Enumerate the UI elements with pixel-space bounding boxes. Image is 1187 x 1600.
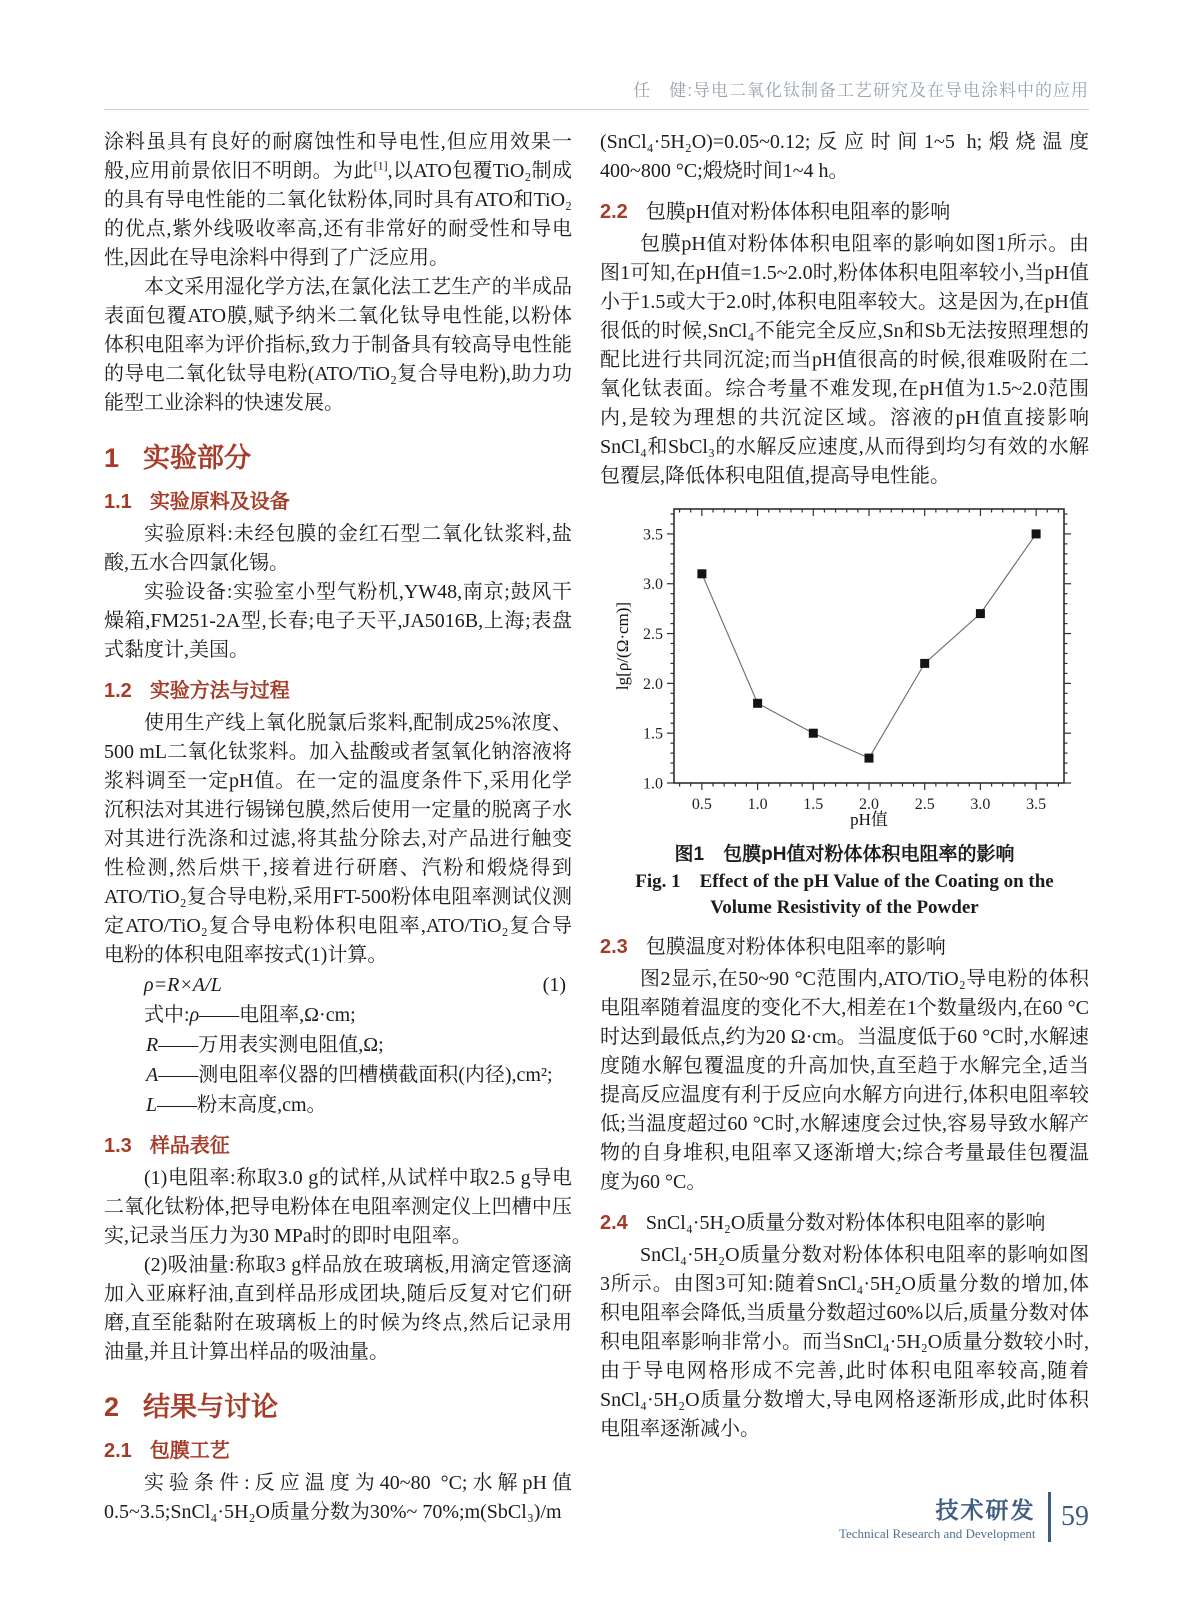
- paragraph-ph-effect: 包膜pH值对粉体体积电阻率的影响如图1所示。由图1可知,在pH值=1.5~2.0时,粉体体积电阻率较小,当pH值小于1.5或大于2.0时,体积电阻率较大。这是因为,在pH值很低的时候,SnCl₄不能完全反应,Sn和Sb无法按照理想的配比进行共同沉淀;而当pH值很高的时候,很难吸附在二氧化钛表面。综合考量不难发现,在pH值为1.5~2.0范围内,是较为理想的共沉淀区域。溶液的pH值直接影响SnCl₄和SbCl₃的水解反应速度,从而得到均匀有效的水解包覆层,降低体积电阻值,提高导电性能。: [600, 233, 1089, 487]
- section-heading-experiment: [104, 436, 572, 475]
- section-number: 1: [104, 443, 120, 473]
- svg-text:3.5: 3.5: [1025, 796, 1046, 813]
- equation-where-A: [144, 1060, 572, 1090]
- equation-1: [144, 970, 572, 1000]
- figure1-caption-en: Fig. 1 Effect of the pH Value of the Coating on the Volume Resistivity of the Powder: [635, 871, 1054, 918]
- paragraph-oil-absorption: (2)吸油量:称取3 g样品放在玻璃板,用滴定管逐滴加入亚麻籽油,直到样品形成团块,随后反复对它们研磨,直至能黏附在玻璃板上的时候为终点,然后记录用油量,并且计算出样品的吸油量。: [104, 1254, 572, 1363]
- svg-text:3.0: 3.0: [969, 796, 990, 813]
- footer-section: [839, 1492, 1036, 1542]
- paragraph-equipment: 实验设备:实验室小型气粉机,YW48,南京;鼓风干燥箱,FM251-2A型,长春;电子天平,JA5016B,上海;表盘式黏度计,美国。: [104, 581, 572, 661]
- subsection-heading-1-1: [104, 485, 572, 514]
- header-rule: [104, 109, 1089, 110]
- running-title: 任 健:导电二氧化钛制备工艺研究及在导电涂料中的应用: [633, 81, 1089, 100]
- subsection-title: 样品表征: [149, 1135, 230, 1157]
- section-heading-results: [104, 1385, 572, 1424]
- figure1-chart: [610, 495, 1080, 833]
- equation-expression: ρ=R×A/L: [144, 974, 222, 996]
- where-prefix: 式中:: [144, 1004, 190, 1026]
- subsection-title: 实验方法与过程: [149, 680, 290, 702]
- page-body: [104, 128, 1089, 1527]
- subsection-heading-2-2: [600, 195, 1089, 224]
- paragraph-sncl4-effect: SnCl₄·5H₂O质量分数对粉体体积电阻率的影响如图3所示。由图3可知:随着SnCl₄·5H₂O质量分数的增加,体积电阻率会降低,当质量分数超过60%以后,质量分数对体积电阻率影响非常小。而当SnCl₄·5H₂O质量分数较小时,由于导电网格形成不完善,此时体积电阻率较高,随着SnCl₄·5H₂O质量分数增大,导电网格逐渐形成,此时体积电阻率逐渐减小。: [600, 1244, 1089, 1440]
- footer-section-en: Technical Research and Development: [838, 1526, 1036, 1541]
- svg-text:0.5: 0.5: [691, 796, 712, 813]
- svg-text:3.0: 3.0: [642, 576, 663, 594]
- svg-text:pH值: pH值: [849, 810, 888, 829]
- where-definition: ——测电阻率仪器的凹槽横截面积(内径),cm²;: [158, 1064, 553, 1086]
- paragraph-intro-2: 本文采用湿化学方法,在氯化法工艺生产的半成品表面包覆ATO膜,赋予纳米二氧化钛导电性能,以粉体体积电阻率为评价指标,致力于制备具有较高导电性能的导电二氧化钛导电粉(ATO/TiO₂复合导电粉),助力功能型工业涂料的快速发展。: [104, 276, 572, 414]
- subsection-heading-2-1: [104, 1434, 572, 1463]
- subsection-title: 包膜pH值对粉体体积电阻率的影响: [645, 201, 951, 223]
- paragraph-resistivity-test: (1)电阻率:称取3.0 g的试样,从试样中取2.5 g导电二氧化钛粉体,把导电粉体在电阻率测定仪上凹槽中压实,记录当压力为30 MPa时的即时电阻率。: [104, 1167, 572, 1247]
- where-variable: R: [146, 1034, 159, 1056]
- subsection-heading-2-4: [600, 1206, 1089, 1235]
- equation-where-rho: [144, 1000, 572, 1030]
- where-variable: L: [146, 1094, 158, 1116]
- subsection-heading-1-3: [104, 1129, 572, 1158]
- footer-divider: [1048, 1492, 1052, 1542]
- subsection-heading-2-3: [600, 930, 1089, 959]
- svg-text:2.5: 2.5: [642, 626, 663, 644]
- where-variable: A: [146, 1064, 159, 1086]
- subsection-number: 2.4: [600, 1212, 628, 1234]
- paragraph-conditions: 实验条件:反应温度为40~80 °C;水解pH值0.5~3.5;SnCl₄·5H₂O质量分数为30%~ 70%;m(SbCl₃)/m: [104, 1472, 572, 1523]
- equation-where-L: [144, 1090, 572, 1120]
- figure-1: [600, 495, 1089, 921]
- subsection-title: 包膜工艺: [149, 1440, 230, 1462]
- subsection-heading-1-2: [104, 674, 572, 703]
- where-definition: ——粉末高度,cm。: [157, 1094, 327, 1116]
- where-definition: ——万用表实测电阻值,Ω;: [158, 1034, 384, 1056]
- paragraph-conditions-cont: (SnCl₄·5H₂O)=0.05~0.12;反应时间1~5 h;煅烧温度400~800 °C;煅烧时间1~4 h。: [600, 131, 1089, 182]
- paragraph-method: 使用生产线上氧化脱氯后浆料,配制成25%浓度、500 mL二氧化钛浆料。加入盐酸或者氢氧化钠溶液将浆料调至一定pH值。在一定的温度条件下,采用化学沉积法对其进行锡锑包膜,然后使用一定量的脱离子水对其进行洗涤和过滤,将其盐分除去,对产品进行触变性检测,然后烘干,接着进行研磨、汽粉和煅烧得到ATO/TiO₂复合导电粉,采用FT-500粉体电阻率测试仪测定ATO/TiO₂复合导电粉体积电阻率,ATO/TiO₂复合导电粉的体积电阻率按式(1)计算。: [104, 712, 572, 966]
- page-footer: [839, 1492, 1089, 1542]
- section-number: 2: [104, 1392, 120, 1422]
- paragraph-text: 涂料虽具有良好的耐腐蚀性和导电性,但应用效果一般,应用前景依旧不明朗。为此: [104, 131, 572, 182]
- where-variable: ρ: [189, 1004, 200, 1026]
- subsection-title: 包膜温度对粉体体积电阻率的影响: [645, 936, 946, 958]
- svg-text:1.0: 1.0: [642, 775, 663, 793]
- paragraph-text: ,以ATO包覆TiO₂制成的具有导电性能的二氧化钛粉体,同时具有ATO和TiO₂的优点,紫外线吸收率高,还有非常好的耐受性和导电性,因此在导电涂料中得到了广泛应用。: [104, 160, 572, 269]
- paragraph-intro-1: [104, 128, 572, 273]
- footer-section-cn: 技术研发: [935, 1497, 1036, 1523]
- equation-block: [144, 970, 572, 1120]
- subsection-number: 2.1: [104, 1440, 132, 1462]
- figure1-caption-cn: 图1 包膜pH值对粉体体积电阻率的影响: [674, 844, 1015, 865]
- svg-text:2.5: 2.5: [914, 796, 935, 813]
- where-definition: ——电阻率,Ω·cm;: [199, 1004, 356, 1026]
- subsection-number: 2.2: [600, 201, 628, 223]
- svg-text:1.5: 1.5: [642, 725, 663, 743]
- page-number: 59: [1061, 1501, 1089, 1532]
- equation-where-R: [144, 1030, 572, 1060]
- svg-text:lg[ρ/(Ω·cm)]: lg[ρ/(Ω·cm)]: [612, 601, 632, 691]
- equation-number: (1): [542, 974, 566, 996]
- section-title: 结果与讨论: [143, 1392, 279, 1422]
- left-column: [104, 128, 572, 1527]
- citation-ref: [1]: [373, 158, 388, 173]
- svg-text:1.0: 1.0: [747, 796, 768, 813]
- svg-text:1.5: 1.5: [802, 796, 823, 813]
- subsection-number: 2.3: [600, 936, 628, 958]
- subsection-title: 实验原料及设备: [149, 491, 290, 513]
- svg-text:2.0: 2.0: [642, 675, 663, 693]
- right-column: [600, 128, 1089, 1527]
- paragraph-materials: 实验原料:未经包膜的金红石型二氧化钛浆料,盐酸,五水合四氯化锡。: [104, 523, 572, 574]
- running-header: [104, 76, 1089, 110]
- svg-text:2.0: 2.0: [858, 796, 879, 813]
- subsection-number: 1.1: [104, 491, 132, 513]
- paragraph-temperature-effect: 图2显示,在50~90 °C范围内,ATO/TiO₂导电粉的体积电阻率随着温度的变化不大,相差在1个数量级内,在60 °C时达到最低点,约为20 Ω·cm。当温度低于60 °C时,水解速度随水解包覆温度的升高加快,直至趋于水解完全,适当提高反应温度有利于反应向水解方向进行,体积电阻率较低;当温度超过60 °C时,水解速度会过快,容易导致水解产物的自身堆积,电阻率又逐渐增大;综合考量最佳包覆温度为60 °C。: [600, 968, 1089, 1193]
- section-title: 实验部分: [143, 443, 252, 473]
- subsection-title: SnCl₄·5H₂O质量分数对粉体体积电阻率的影响: [645, 1212, 1046, 1234]
- subsection-number: 1.2: [104, 680, 132, 702]
- svg-text:3.5: 3.5: [642, 526, 663, 544]
- subsection-number: 1.3: [104, 1135, 132, 1157]
